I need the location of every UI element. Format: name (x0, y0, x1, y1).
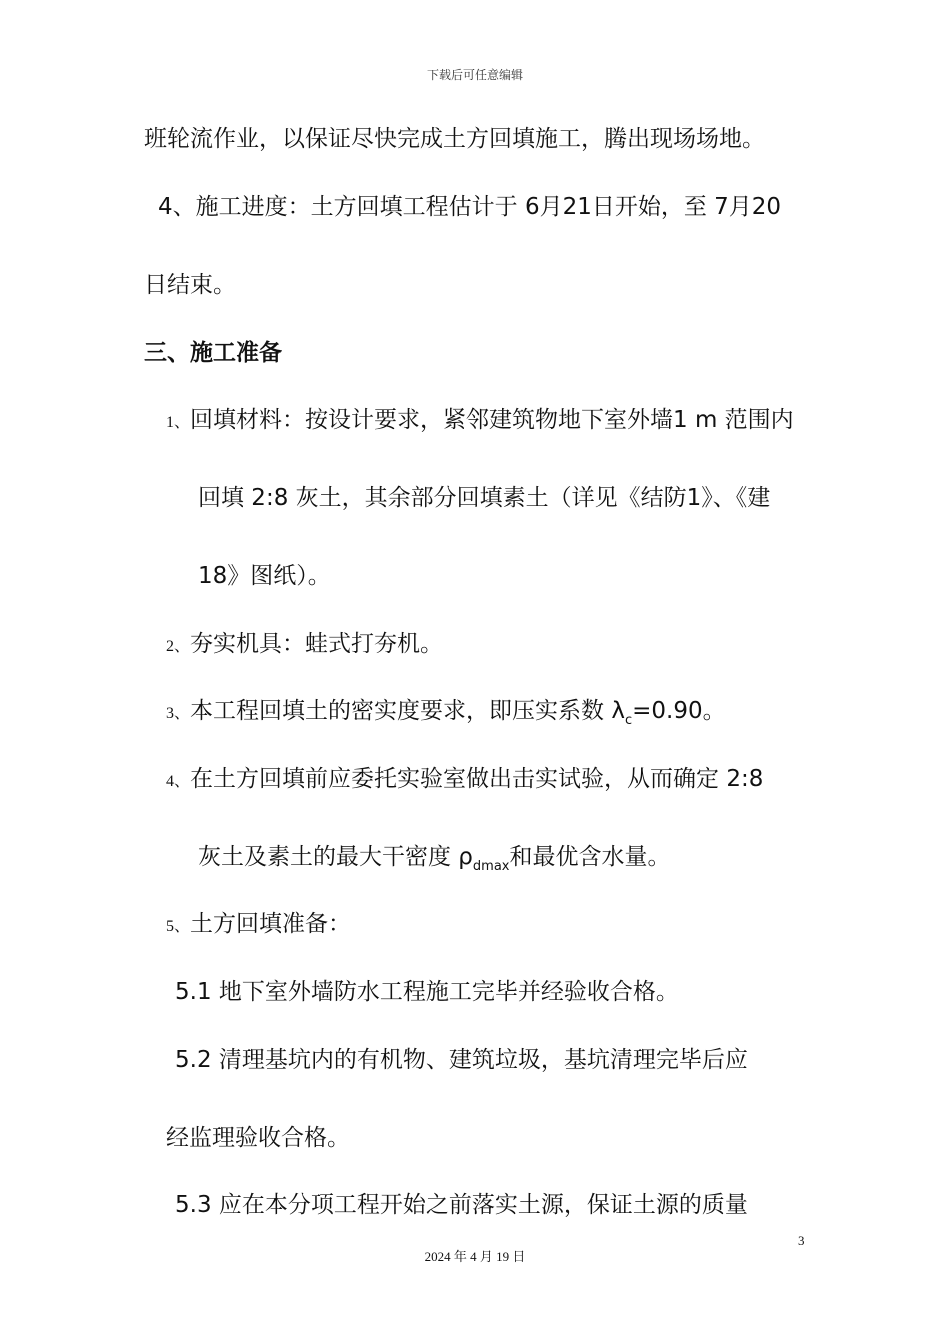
list-number: 5、 (166, 918, 191, 935)
list-number: 3、 (166, 705, 191, 722)
list-text: 灰土及素土的最大干密度 ρ (198, 844, 473, 870)
list-item (166, 696, 726, 736)
list-text: 回填材料：按设计要求，紧邻建筑物地下室外墙1 m 范围内 (190, 407, 794, 433)
sub-item: 5.2 清理基坑内的有机物、建筑垃圾，基坑清理完毕后应 (175, 1047, 748, 1073)
footer-date: 2024 年 4 月 19 日 (424, 1249, 526, 1264)
schedule-line: 4、施工进度：土方回填工程估计于 6月21日开始，至 7月20 (158, 194, 782, 220)
list-text: 和最优含水量。 (509, 844, 671, 870)
subscript: dmax (472, 859, 510, 874)
section-heading: 三、施工准备 (144, 340, 282, 366)
list-text: 土方回填准备： (190, 911, 352, 937)
list-text-continued: 回填 2:8 灰土，其余部分回填素土（详见《结防1》、《建 (198, 485, 771, 511)
list-text: 在土方回填前应委托实验室做出击实试验，从而确定 2:8 (190, 766, 764, 792)
page-number: 3 (798, 1233, 805, 1248)
page-header: 下载后可任意编辑 (426, 68, 523, 82)
subscript: c (624, 713, 633, 728)
list-item (166, 764, 763, 797)
list-text: 夯实机具：蛙式打夯机。 (190, 631, 444, 657)
list-text: =0.90。 (632, 698, 726, 724)
list-number: 1、 (166, 414, 191, 431)
list-number: 2、 (166, 638, 191, 655)
sub-item-continued: 经监理验收合格。 (166, 1125, 350, 1151)
list-number: 4、 (166, 773, 191, 790)
list-text: 本工程回填土的密实度要求，即压实系数 λ (190, 698, 625, 724)
list-item (166, 909, 351, 942)
paragraph-line: 日结束。 (144, 272, 236, 298)
sub-item: 5.3 应在本分项工程开始之前落实土源，保证土源的质量 (175, 1192, 748, 1218)
list-item (166, 405, 794, 438)
list-item (166, 629, 443, 662)
list-text-continued (198, 842, 671, 882)
paragraph-line: 班轮流作业，以保证尽快完成土方回填施工，腾出现场场地。 (144, 126, 765, 152)
list-text-continued: 18》图纸）。 (198, 563, 331, 589)
sub-item: 5.1 地下室外墙防水工程施工完毕并经验收合格。 (175, 979, 679, 1005)
